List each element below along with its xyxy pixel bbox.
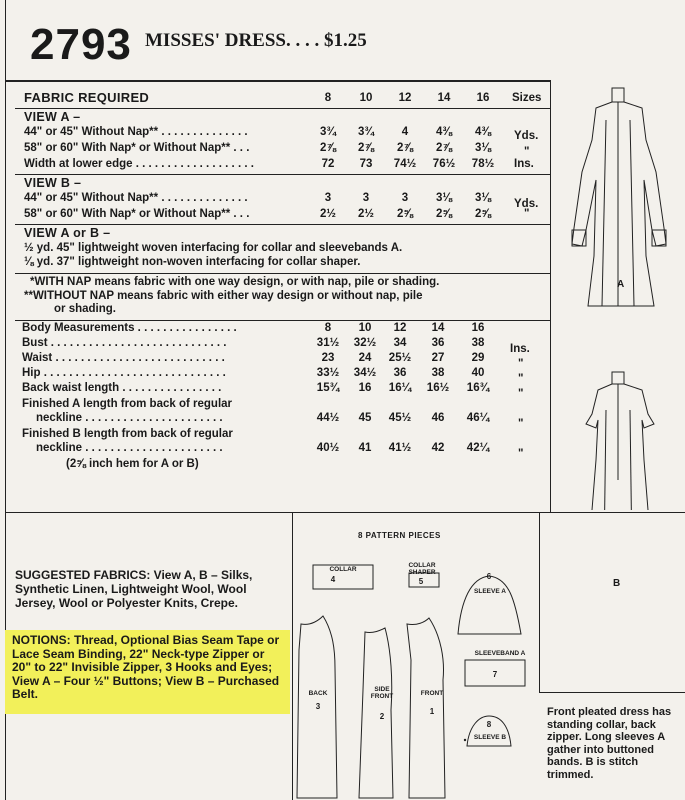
cell: 23: [321, 352, 335, 364]
cell: 16: [471, 322, 485, 334]
cell: 16½: [426, 382, 450, 394]
cell: 2⅞: [358, 142, 374, 154]
size-16: 16: [476, 92, 490, 104]
unit: ": [518, 358, 524, 370]
suggested-fabrics: SUGGESTED FABRICS: View A, B – Silks, Synthetic Linen, Lightweight Wool, Wool Jersey, Wool or Polyester Knits, Crepe.: [15, 568, 253, 610]
piece-label-collar: COLLAR: [329, 566, 357, 573]
view-ab-title: VIEW A or B –: [24, 226, 111, 240]
piece-label-front: FRONT: [420, 690, 444, 697]
size-12: 12: [398, 92, 412, 104]
cell: 76½: [432, 158, 456, 170]
unit: Yds.: [514, 198, 539, 210]
fabric-required-title: FABRIC REQUIRED: [24, 90, 150, 105]
unit: Ins.: [514, 158, 534, 170]
without-nap-note: **WITHOUT NAP means fabric with either way design or without nap, pile: [24, 290, 423, 302]
piece-num-sleeve-a: 6: [486, 572, 492, 581]
piece-label-side-front: SIDE FRONT: [370, 686, 394, 700]
cell: 34½: [353, 367, 377, 379]
cell: 29: [471, 352, 485, 364]
piece-num-back: 3: [315, 702, 321, 711]
piece-num-collar-shaper: 5: [418, 577, 424, 586]
cell: 3: [324, 192, 332, 204]
piece-label-sleeve-a: SLEEVE A: [474, 588, 506, 595]
cell: 2⅝: [436, 208, 452, 220]
view-b-dress-illustration: [586, 372, 654, 510]
row-label: Body Measurements . . . . . . . . . . . . . . . .: [22, 322, 237, 334]
cell: 2⅝: [397, 208, 413, 220]
cell: 72: [321, 158, 335, 170]
cell: 36: [393, 367, 407, 379]
unit: Yds.: [514, 130, 539, 142]
cell: 16: [358, 382, 372, 394]
cell: 2⅞: [320, 142, 336, 154]
dress-illustrations: [552, 80, 685, 510]
unit: ": [518, 448, 524, 460]
cell: 40½: [316, 442, 340, 454]
view-b-title: VIEW B –: [24, 176, 82, 190]
cell: 36: [431, 337, 445, 349]
cell: 12: [393, 322, 407, 334]
cell: 3⅛: [436, 192, 452, 204]
row-label: 44" or 45" Without Nap** . . . . . . . . . . . . . .: [24, 192, 248, 204]
rule: [15, 224, 550, 225]
row-label: 44" or 45" Without Nap** . . . . . . . . . . . . . .: [24, 126, 248, 138]
piece-num-front: 1: [429, 707, 435, 716]
cell: 78½: [471, 158, 495, 170]
cell: 16¾: [466, 382, 490, 394]
row-label: neckline . . . . . . . . . . . . . . . . . . . . . .: [36, 442, 223, 454]
cell: 46: [431, 412, 445, 424]
sizes-label: Sizes: [512, 92, 542, 104]
sizes-header: [0, 92, 550, 106]
unit: ": [518, 418, 524, 430]
cell: 4: [401, 126, 409, 138]
cell: 2½: [320, 208, 336, 220]
piece-num-collar: 4: [330, 575, 336, 584]
rule: [15, 174, 550, 175]
cell: 38: [471, 337, 485, 349]
row-label: 58" or 60" With Nap* or Without Nap** . . .: [24, 142, 250, 154]
pattern-number: 2793: [30, 20, 132, 69]
piece-num-sleeveband-a: 7: [492, 670, 498, 679]
hem-note: (2⅝ inch hem for A or B): [66, 458, 199, 470]
cell: 2⅞: [397, 142, 413, 154]
pieces-right-divider: [539, 512, 540, 692]
cell: 24: [358, 352, 372, 364]
view-a-dress-illustration: [572, 88, 666, 306]
cell: 45½: [388, 412, 412, 424]
header-rule: [5, 80, 550, 82]
cell: 3: [401, 192, 409, 204]
desc-rule: [539, 692, 685, 693]
cell: 2⅝: [475, 208, 491, 220]
cell: 25½: [388, 352, 412, 364]
row-label: Waist . . . . . . . . . . . . . . . . . . . . . . . . . . .: [22, 352, 225, 364]
unit: ": [524, 208, 530, 220]
pattern-title: MISSES' DRESS. . . . $1.25: [145, 30, 367, 51]
row-label: Hip . . . . . . . . . . . . . . . . . . . . . . . . . . . . .: [22, 367, 226, 379]
row-label: neckline . . . . . . . . . . . . . . . . . . . . . .: [36, 412, 223, 424]
cell: 74½: [393, 158, 417, 170]
piece-label-collar-shaper: COLLAR SHAPER: [408, 562, 436, 576]
cell: 2½: [358, 208, 374, 220]
size-10: 10: [359, 92, 373, 104]
rule: [15, 320, 550, 321]
cell: 46¼: [466, 412, 490, 424]
cell: 34: [393, 337, 407, 349]
cell: 8: [324, 322, 332, 334]
cell: 3⅛: [475, 142, 491, 154]
piece-num-side-front: 2: [379, 712, 385, 721]
unit: ": [518, 373, 524, 385]
unit: Ins.: [510, 343, 530, 355]
column-divider: [550, 80, 551, 512]
cell: 45: [358, 412, 372, 424]
unit: ": [524, 146, 530, 158]
row-label: Back waist length . . . . . . . . . . . . . . . .: [22, 382, 222, 394]
cell: 38: [431, 367, 445, 379]
view-a-label: A: [617, 279, 625, 290]
sleeve-a-piece: [458, 576, 521, 634]
cell: 40: [471, 367, 485, 379]
cell: 16¼: [388, 382, 412, 394]
piece-label-sleeve-b: SLEEVE B: [473, 734, 507, 741]
cell: 44½: [316, 412, 340, 424]
cell: 42¼: [466, 442, 490, 454]
piece-label-sleeveband-a: SLEEVEBAND A: [474, 650, 526, 657]
cell: 4⅜: [436, 126, 452, 138]
notions: NOTIONS: Thread, Optional Bias Seam Tape or Lace Seam Binding, 22" Neck-type Zipper or 20" to 22" Invisible Zipper, 3 Hooks and Eyes; View A – Four ½" Buttons; View B – Purchased Belt.: [12, 633, 280, 702]
piece-label-back: BACK: [308, 690, 328, 697]
cell: 41: [358, 442, 372, 454]
cell: 10: [358, 322, 372, 334]
view-b-label: B: [613, 578, 621, 589]
interfacing-note-1: ½ yd. 45" lightweight woven interfacing for collar and sleevebands A.: [24, 242, 403, 254]
cell: 31½: [316, 337, 340, 349]
cell: 32½: [353, 337, 377, 349]
row-label: 58" or 60" With Nap* or Without Nap** . . .: [24, 208, 250, 220]
finished-a-label: Finished A length from back of regular: [22, 398, 233, 410]
with-nap-note: *WITH NAP means fabric with one way design, or with nap, pile or shading.: [30, 276, 440, 288]
cell: 3⅛: [475, 192, 491, 204]
rule: [15, 108, 550, 109]
lower-section-rule: [5, 512, 685, 513]
piece-num-sleeve-b: 8: [486, 720, 492, 729]
size-14: 14: [437, 92, 451, 104]
without-nap-note-cont: or shading.: [54, 303, 116, 315]
cell: 33½: [316, 367, 340, 379]
cell: 14: [431, 322, 445, 334]
cell: 4⅜: [475, 126, 491, 138]
pattern-pieces-title: 8 PATTERN PIECES: [358, 531, 441, 540]
cell: 3: [362, 192, 370, 204]
row-label: Bust . . . . . . . . . . . . . . . . . . . . . . . . . . . .: [22, 337, 227, 349]
rule: [15, 273, 550, 274]
cell: 41½: [388, 442, 412, 454]
finished-b-label: Finished B length from back of regular: [22, 428, 233, 440]
cell: 2⅞: [436, 142, 452, 154]
unit: ": [518, 388, 524, 400]
design-description: Front pleated dress has standing collar, back zipper. Long sleeves A gather into buttoned bands. B is stitch trimmed.: [547, 706, 672, 781]
view-a-title: VIEW A –: [24, 110, 81, 124]
size-8: 8: [324, 92, 332, 104]
row-label: Width at lower edge . . . . . . . . . . . . . . . . . . .: [24, 158, 254, 170]
cell: 73: [359, 158, 373, 170]
cell: 42: [431, 442, 445, 454]
cell: 3¾: [358, 126, 374, 138]
cell: 3¾: [320, 126, 336, 138]
cell: 27: [431, 352, 445, 364]
interfacing-note-2: ⅛ yd. 37" lightweight non-woven interfacing for collar shaper.: [24, 256, 361, 268]
cell: 15¾: [316, 382, 340, 394]
